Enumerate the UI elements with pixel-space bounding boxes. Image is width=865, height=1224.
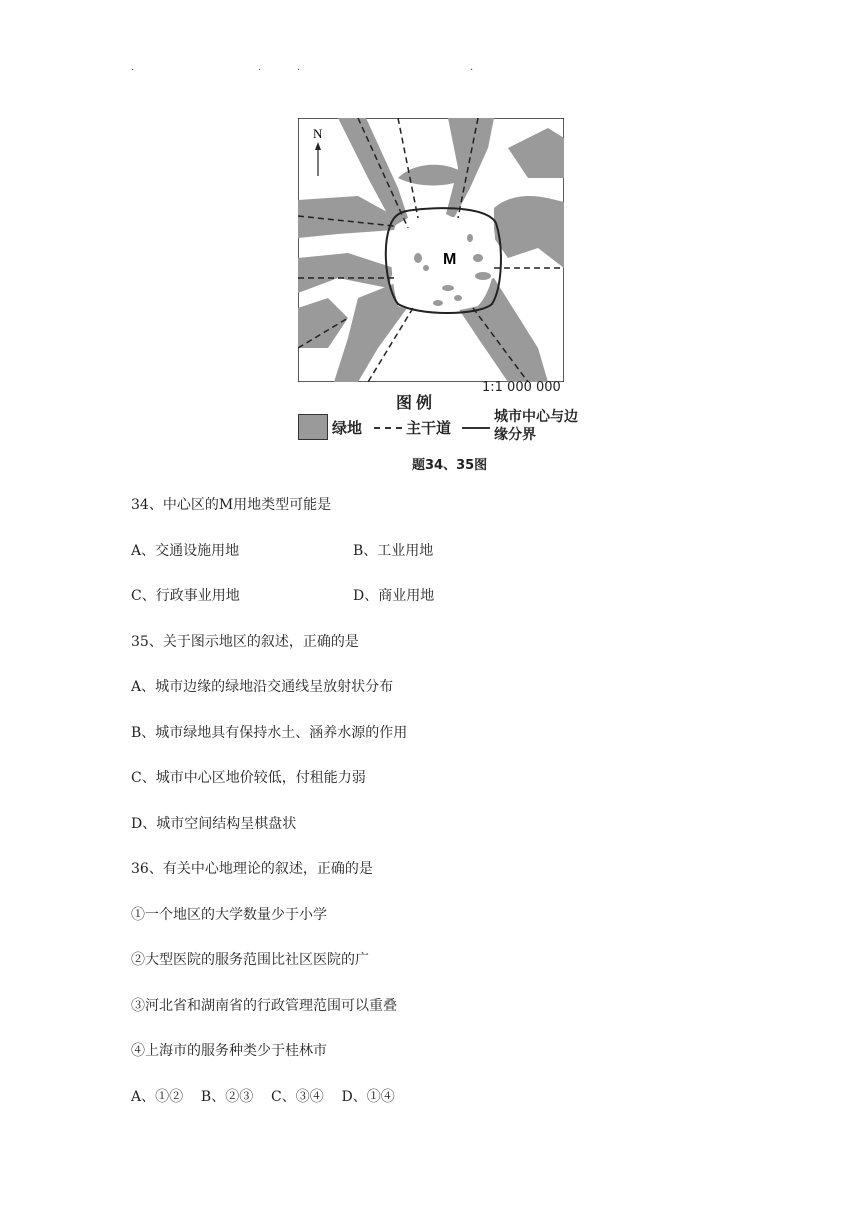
city-map <box>298 118 564 382</box>
legend-road-label: 主干道 <box>406 419 452 437</box>
q36-options: A、①② B、②③ C、③④ D、①④ <box>131 1089 395 1105</box>
q34-option-d: D、商业用地 <box>353 588 435 604</box>
road-line-symbol <box>374 427 402 429</box>
q36-statement-1: ①一个地区的大学数量少于小学 <box>131 907 327 923</box>
q35-option-a: A、城市边缘的绿地沿交通线呈放射状分布 <box>131 679 394 695</box>
q36-stem: 36、有关中心地理论的叙述，正确的是 <box>131 861 373 877</box>
figure-caption: 题34、35图 <box>412 458 488 473</box>
q35-option-d: D、城市空间结构呈棋盘状 <box>131 816 297 832</box>
q36-statement-3: ③河北省和湖南省的行政管理范围可以重叠 <box>131 998 397 1014</box>
q35-option-c: C、城市中心区地价较低，付租能力弱 <box>131 770 366 786</box>
dot: . <box>470 62 474 73</box>
north-label: N <box>313 126 323 141</box>
q35-stem: 35、关于图示地区的叙述，正确的是 <box>131 634 359 650</box>
q34-stem: 34、中心区的M用地类型可能是 <box>131 497 332 513</box>
city-map-figure <box>296 114 586 474</box>
legend-title: 图例 <box>396 393 437 412</box>
q34-option-a: A、交通设施用地 <box>131 543 240 559</box>
q35-option-b: B、城市绿地具有保持水土、涵养水源的作用 <box>131 725 408 741</box>
q34-option-c: C、行政事业用地 <box>131 588 240 604</box>
q36-statement-4: ④上海市的服务种类少于桂林市 <box>131 1043 327 1059</box>
map-scale: 1:1 000 000 <box>482 380 561 395</box>
legend-green-label: 绿地 <box>332 419 363 437</box>
q36-statement-2: ②大型医院的服务范围比社区医院的广 <box>131 952 369 968</box>
dot: . <box>258 62 262 73</box>
center-label-m: M <box>443 251 457 268</box>
header-dots <box>0 62 865 76</box>
dot: . <box>297 62 301 73</box>
q34-option-b: B、工业用地 <box>353 543 434 559</box>
green-land-swatch <box>298 414 328 440</box>
legend-boundary-label: 城市中心与边缘分界 <box>494 409 578 443</box>
legend <box>298 410 583 450</box>
boundary-line-symbol <box>462 427 490 429</box>
dot: . <box>131 62 135 73</box>
